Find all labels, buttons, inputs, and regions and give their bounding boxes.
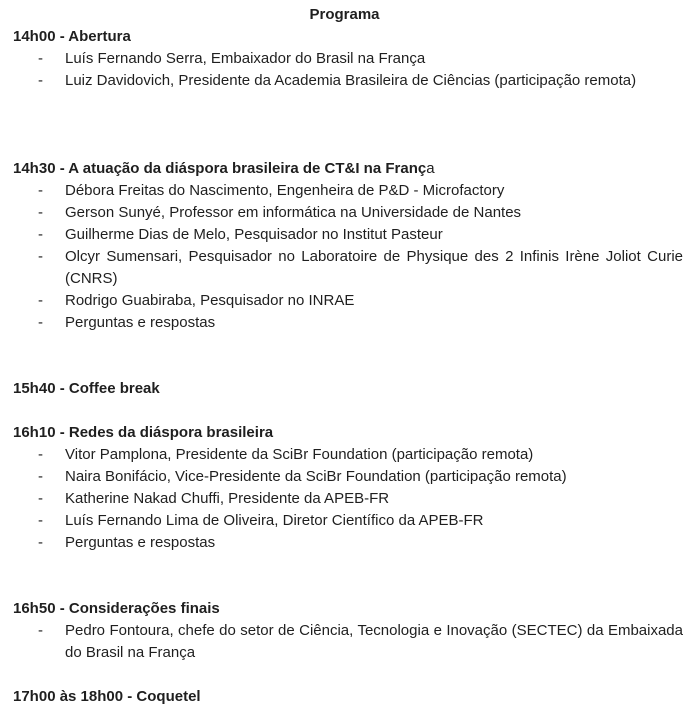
item-text: Luís Fernando Lima de Oliveira, Diretor Científico da APEB-FR xyxy=(65,512,484,529)
list-item xyxy=(13,466,683,488)
list-item xyxy=(13,532,683,554)
item-text: Vitor Pamplona, Presidente da SciBr Foundation (participação remota) xyxy=(65,446,534,463)
list-item xyxy=(13,202,683,224)
section-coquetel xyxy=(13,686,683,708)
bullet-dash: - xyxy=(38,446,43,463)
item-list xyxy=(13,180,683,334)
section-consideracoes-finais xyxy=(13,598,683,664)
item-text: Perguntas e respostas xyxy=(65,534,216,551)
section-heading xyxy=(13,158,683,180)
section-abertura xyxy=(13,26,683,92)
section-heading: 16h50 - Considerações finais xyxy=(13,600,220,617)
bullet-dash: - xyxy=(38,226,43,243)
heading-normal-part: a xyxy=(426,160,435,177)
bullet-dash: - xyxy=(38,292,43,309)
item-text: Luiz Davidovich, Presidente da Academia Brasileira de Ciências (participação remota) xyxy=(65,72,637,89)
bullet-dash: - xyxy=(38,468,43,485)
heading-bold-part: 14h30 - A atuação da diáspora brasileira de CT&I na Franç xyxy=(13,160,427,177)
section-heading: 17h00 às 18h00 - Coquetel xyxy=(13,688,201,705)
bullet-dash: - xyxy=(38,512,43,529)
item-list xyxy=(13,444,683,554)
list-item xyxy=(13,488,683,510)
list-item xyxy=(13,312,683,334)
list-item xyxy=(13,510,683,532)
bullet-dash: - xyxy=(38,182,43,199)
section-diaspora-cti xyxy=(13,158,683,334)
item-text: Naira Bonifácio, Vice-Presidente da SciBr Foundation (participação remota) xyxy=(65,468,567,485)
list-item xyxy=(13,180,683,202)
bullet-dash: - xyxy=(38,314,43,331)
list-item xyxy=(13,224,683,246)
bullet-dash: - xyxy=(38,72,43,89)
item-text: Débora Freitas do Nascimento, Engenheira de P&D - Microfactory xyxy=(65,182,505,199)
item-list xyxy=(13,620,683,664)
section-redes xyxy=(13,422,683,554)
item-text: Katherine Nakad Chuffi, Presidente da APEB-FR xyxy=(65,490,390,507)
item-list xyxy=(13,48,683,92)
item-text: Rodrigo Guabiraba, Pesquisador no INRAE xyxy=(65,292,355,309)
list-item xyxy=(13,290,683,312)
bullet-dash: - xyxy=(38,248,43,265)
item-text: Luís Fernando Serra, Embaixador do Brasil na França xyxy=(65,50,426,67)
item-text: Gerson Sunyé, Professor em informática na Universidade de Nantes xyxy=(65,204,522,221)
bullet-dash: - xyxy=(38,490,43,507)
list-item xyxy=(13,444,683,466)
list-item xyxy=(13,70,683,92)
list-item xyxy=(13,620,683,664)
section-heading: 14h00 - Abertura xyxy=(13,28,131,45)
item-text: Olcyr Sumensari, Pesquisador no Laboratoire de Physique des 2 Infinis Irène Joliot Curie (CNRS) xyxy=(65,248,683,287)
section-coffee-break xyxy=(13,378,683,400)
list-item xyxy=(13,48,683,70)
bullet-dash: - xyxy=(38,622,43,639)
bullet-dash: - xyxy=(38,204,43,221)
bullet-dash: - xyxy=(38,50,43,67)
page-title: Programa xyxy=(309,6,380,23)
list-item xyxy=(13,246,683,290)
section-heading: 15h40 - Coffee break xyxy=(13,380,160,397)
item-text: Guilherme Dias de Melo, Pesquisador no Institut Pasteur xyxy=(65,226,443,243)
item-text: Pedro Fontoura, chefe do setor de Ciência, Tecnologia e Inovação (SECTEC) da Embaixada do Brasil na França xyxy=(65,622,683,661)
bullet-dash: - xyxy=(38,534,43,551)
item-text: Perguntas e respostas xyxy=(65,314,216,331)
section-heading: 16h10 - Redes da diáspora brasileira xyxy=(13,424,274,441)
